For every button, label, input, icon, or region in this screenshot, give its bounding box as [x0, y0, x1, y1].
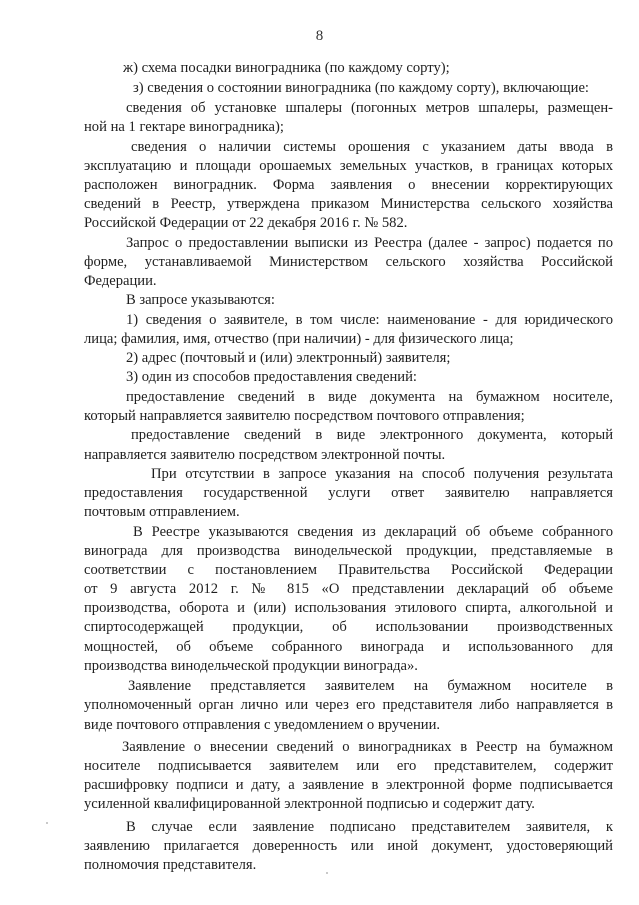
text-line: производства винодельческой продукции винограда». [84, 658, 418, 674]
text-line: ж) схема посадки виноградника (по каждому сорту); [123, 60, 450, 76]
text-line: з) сведения о состоянии виноградника (по каждому сорту), включающие: [133, 80, 589, 96]
text-line: соответствии с постановлением Правительства Российской Федерации [84, 562, 613, 578]
text-line: 2) адрес (почтовый и (или) электронный) заявителя; [126, 350, 451, 366]
text-line: почтовым отправлением. [84, 504, 240, 520]
text-line: расшифровку подписи и дату, а заявление в электронной форме подписывается [84, 777, 613, 793]
text-line: сведений в Реестр, утверждена приказом Министерства сельского хозяйства [84, 196, 613, 212]
scan-speck [46, 822, 48, 824]
text-line: Федерации. [84, 273, 157, 289]
text-line: Запрос о предоставлении выписки из Реестра (далее - запрос) подается по [126, 235, 613, 251]
text-line: сведения о наличии системы орошения с указанием даты ввода в [131, 139, 613, 155]
text-line: ной на 1 гектаре виноградника); [84, 119, 284, 135]
page-number: 8 [315, 28, 324, 44]
text-line: заявлению прилагается доверенность или иной документ, удостоверяющий [84, 838, 613, 854]
scan-speck [326, 872, 328, 874]
text-line: В Реестре указываются сведения из деклараций об объеме собранного [133, 524, 613, 540]
text-line: В запросе указываются: [126, 292, 275, 308]
text-line: от 9 августа 2012 г. № 815 «О представлении деклараций об объеме [84, 581, 613, 597]
text-line: В случае если заявление подписано представителем заявителя, к [126, 819, 613, 835]
text-line: который направляется заявителю посредством почтового отправления; [84, 408, 525, 424]
text-line: спиртосодержащей продукции, об использовании производственных [84, 619, 613, 635]
text-line: полномочия представителя. [84, 857, 257, 873]
text-line: При отсутствии в запросе указания на способ получения результата [151, 466, 613, 482]
text-line: предоставление сведений в виде электронного документа, который [131, 427, 613, 443]
text-line: 1) сведения о заявителе, в том числе: наименование - для юридического [126, 312, 613, 328]
text-line: расположен виноградник. Форма заявления о внесении корректирующих [84, 177, 613, 193]
text-line: направляется заявителю посредством электронной почты. [84, 447, 446, 463]
text-line: Заявление о внесении сведений о виноградниках в Реестр на бумажном [122, 739, 613, 755]
text-line: носителе подписывается заявителем или его представителем, содержит [84, 758, 613, 774]
text-line: предоставление сведений в виде документа на бумажном носителе, [126, 389, 613, 405]
text-line: винограда для производства винодельческой продукции, представляемые в [84, 543, 613, 559]
text-line: Российской Федерации от 22 декабря 2016 г. № 582. [84, 215, 408, 231]
text-line: эксплуатацию и площади орошаемых земельных участков, в границах которых [84, 158, 613, 174]
text-line: предоставления государственной услуги ответ заявителю направляется [84, 485, 613, 501]
text-line: мощностей, об объеме собранного винограда и использованного для [84, 639, 613, 655]
text-line: уполномоченный орган лично или через его представителя либо направляется в [84, 697, 613, 713]
text-line: 3) один из способов предоставления сведений: [126, 369, 417, 385]
text-line: усиленной квалифицированной электронной подписью и содержит дату. [84, 796, 535, 812]
text-line: Заявление представляется заявителем на бумажном носителе в [128, 678, 613, 694]
text-line: сведения об установке шпалеры (погонных метров шпалеры, размещен- [126, 100, 613, 116]
text-line: виде почтового отправления с уведомлением о вручении. [84, 717, 441, 733]
text-line: лица; фамилия, имя, отчество (при наличии) - для физического лица; [84, 331, 514, 347]
text-line: производства, оборота и (или) использования этилового спирта, алкогольной и [84, 600, 613, 616]
text-line: форме, устанавливаемой Министерством сельского хозяйства Российской [84, 254, 613, 270]
